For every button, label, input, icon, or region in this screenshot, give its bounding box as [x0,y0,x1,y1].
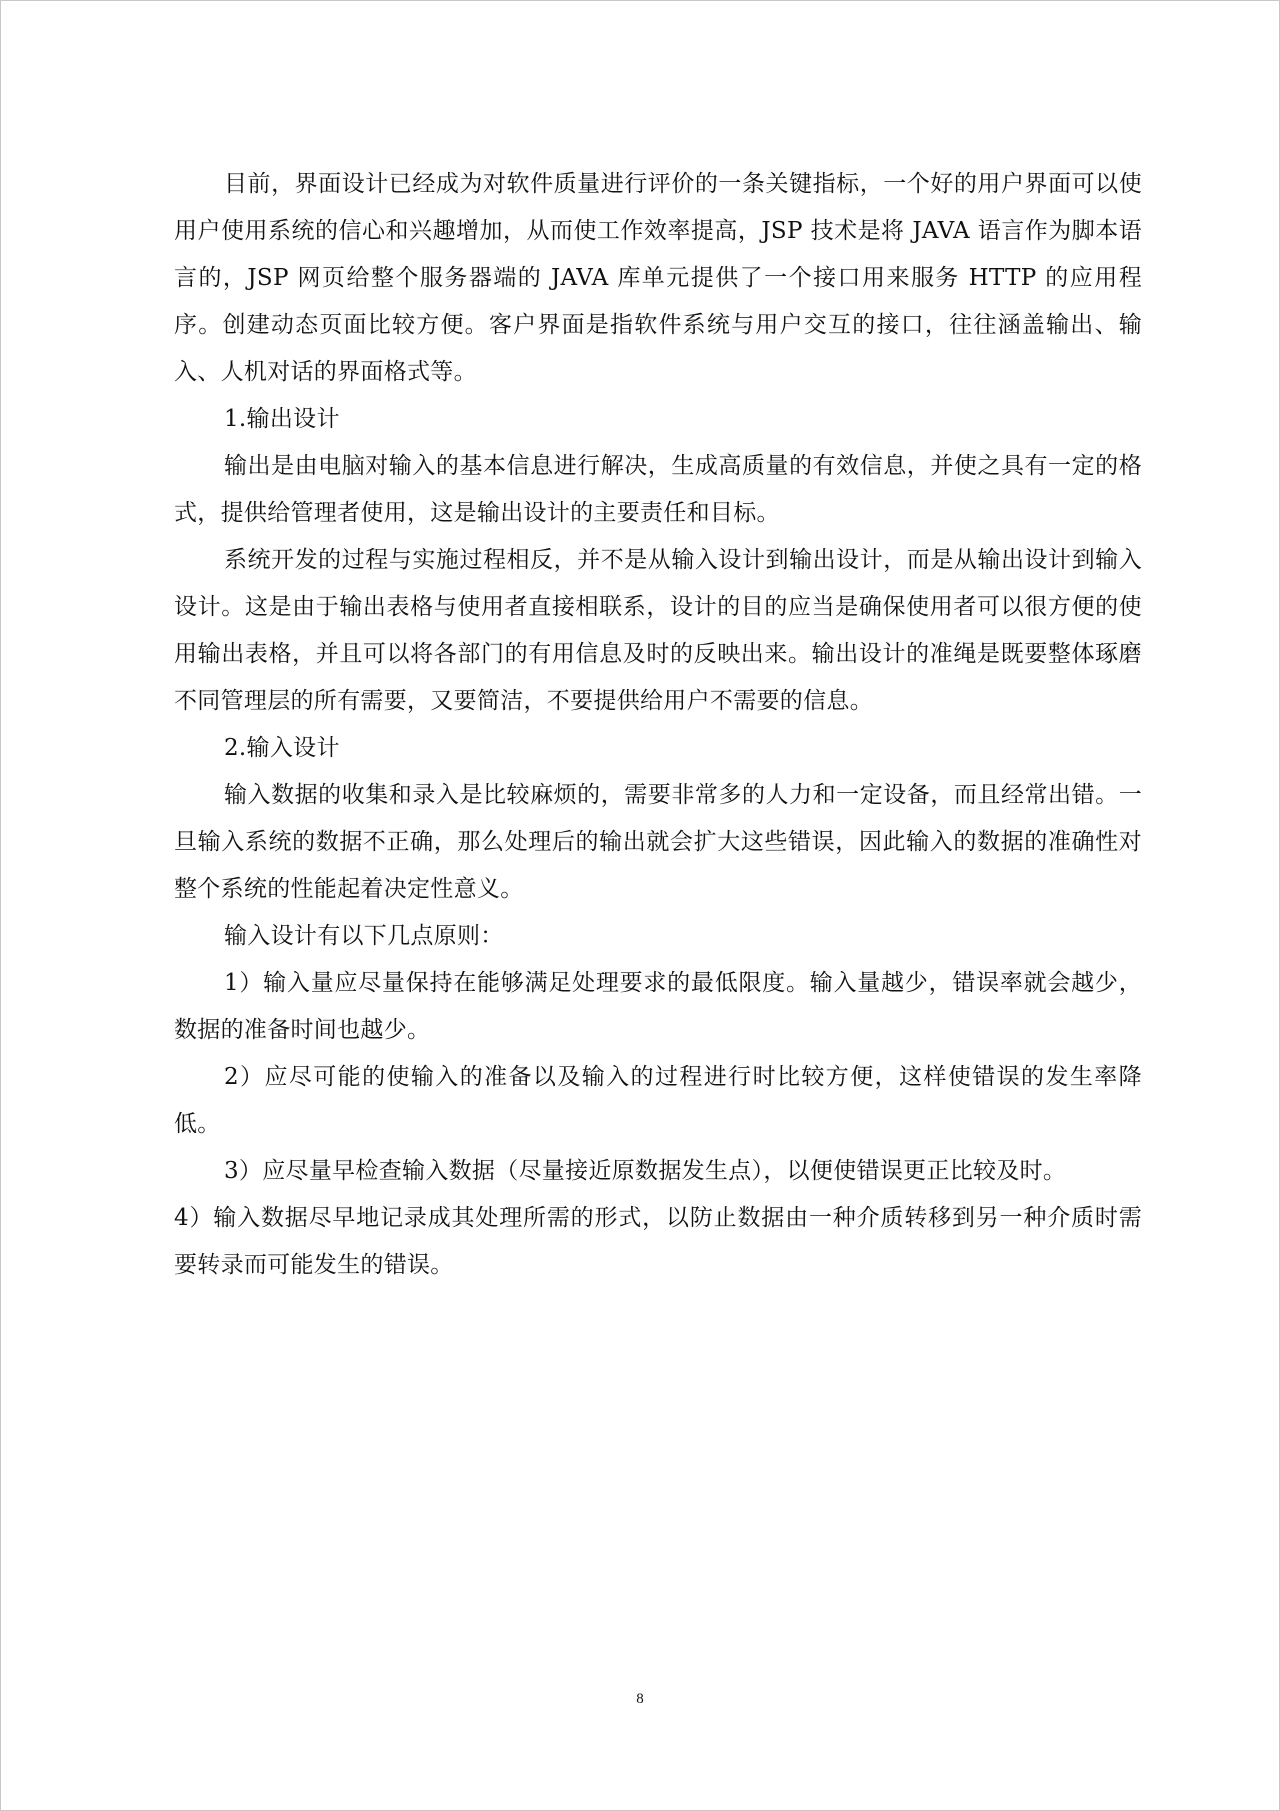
paragraph-output-definition: 输出是由电脑对输入的基本信息进行解决，生成高质量的有效信息，并使之具有一定的格式，提供给管理者使用，这是输出设计的主要责任和目标。 [174,453,1142,526]
list-item-principle-1: 1）输入量应尽量保持在能够满足处理要求的最低限度。输入量越少，错误率就会越少，数据的准备时间也越少。 [174,970,1142,1043]
paragraph-interface-design: 目前，界面设计已经成为对软件质量进行评价的一条关键指标，一个好的用户界面可以使用户使用系统的信心和兴趣增加，从而使工作效率提高，JSP 技术是将 JAVA 语言作为脚本语言的，JSP 网页给整个服务器端的 JAVA 库单元提供了一个接口用来服务 HTTP 的应用程序。创建动态页面比较方便。客户界面是指软件系统与用户交互的接口，往往涵盖输出、输入、人机对话的界面格式等。 [174,171,1142,385]
paragraph-input-principles-intro: 输入设计有以下几点原则： [224,923,504,949]
heading-input-design: 2.输入设计 [224,735,340,761]
page-number: 8 [636,1691,644,1707]
list-item-principle-4: 4）输入数据尽早地记录成其处理所需的形式，以防止数据由一种介质转移到另一种介质时需要转录而可能发生的错误。 [174,1205,1142,1278]
paragraph-output-process: 系统开发的过程与实施过程相反，并不是从输入设计到输出设计，而是从输出设计到输入设计。这是由于输出表格与使用者直接相联系，设计的目的应当是确保使用者可以很方便的使用输出表格，并且可以将各部门的有用信息及时的反映出来。输出设计的准绳是既要整体琢磨不同管理层的所有需要，又要简洁，不要提供给用户不需要的信息。 [174,547,1142,714]
heading-output-design: 1.输出设计 [224,406,340,432]
list-item-principle-2: 2）应尽可能的使输入的准备以及输入的过程进行时比较方便，这样使错误的发生率降低。 [174,1064,1142,1137]
list-item-principle-3: 3）应尽量早检查输入数据（尽量接近原数据发生点），以便使错误更正比较及时。 [224,1158,1067,1184]
document-body [174,161,1142,1289]
paragraph-input-collection: 输入数据的收集和录入是比较麻烦的，需要非常多的人力和一定设备，而且经常出错。一旦输入系统的数据不正确，那么处理后的输出就会扩大这些错误，因此输入的数据的准确性对整个系统的性能起着决定性意义。 [174,782,1142,902]
